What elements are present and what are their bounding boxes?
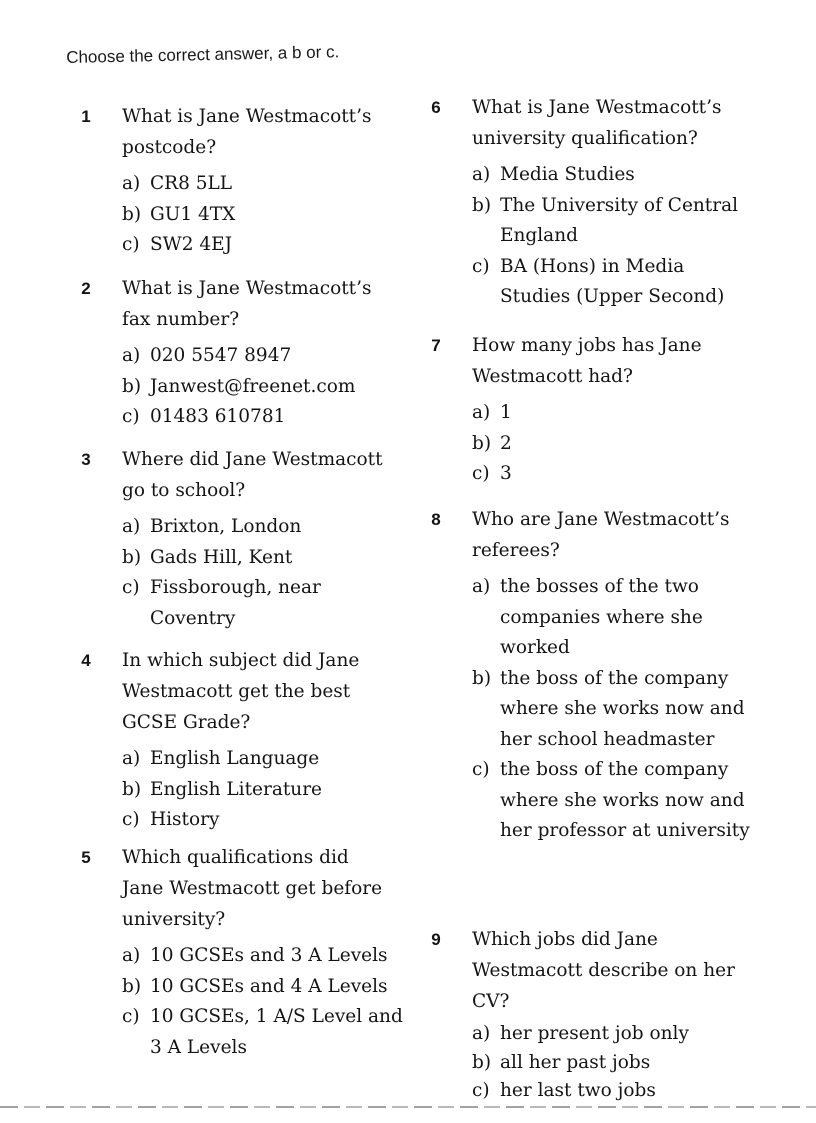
option-b[interactable] bbox=[472, 191, 754, 252]
option-text: 10 GCSEs and 3 A Levels bbox=[150, 945, 388, 966]
question-number: 6 bbox=[431, 98, 441, 117]
option-text: 10 GCSEs and 4 A Levels bbox=[150, 975, 388, 997]
option-c[interactable] bbox=[472, 459, 754, 490]
option-letter: c) bbox=[472, 255, 490, 277]
option-letter: c) bbox=[472, 1080, 490, 1101]
question-8 bbox=[424, 504, 754, 847]
scan-edge-line bbox=[0, 1106, 816, 1108]
option-text: English Language bbox=[150, 748, 320, 769]
option-text: 2 bbox=[500, 432, 512, 454]
option-letter: b) bbox=[122, 546, 142, 568]
option-letter: a) bbox=[122, 173, 141, 194]
option-a[interactable] bbox=[122, 941, 404, 972]
question-1 bbox=[74, 101, 404, 261]
option-letter: b) bbox=[122, 375, 142, 397]
question-text: Which jobs did Jane Westmacott describe on her CV? bbox=[472, 929, 735, 1012]
option-a[interactable] bbox=[472, 398, 754, 429]
option-text: 01483 610781 bbox=[150, 406, 286, 427]
option-letter: a) bbox=[122, 345, 141, 366]
option-letter: c) bbox=[122, 809, 140, 830]
option-c[interactable] bbox=[472, 755, 754, 847]
option-letter: a) bbox=[122, 516, 141, 537]
question-text: Where did Jane Westmacott go to school? bbox=[122, 449, 383, 501]
question-7 bbox=[424, 330, 754, 490]
option-text: 020 5547 8947 bbox=[150, 345, 292, 366]
options-list bbox=[472, 1020, 754, 1106]
option-text: the bosses of the two companies where she worked bbox=[500, 576, 703, 658]
option-letter: a) bbox=[122, 945, 141, 966]
option-c[interactable] bbox=[122, 805, 404, 836]
option-letter: b) bbox=[122, 975, 142, 997]
options-list bbox=[472, 160, 754, 313]
instruction-text: Choose the correct answer, a b or c. bbox=[66, 42, 340, 67]
option-b[interactable] bbox=[122, 972, 404, 1003]
option-text: Gads Hill, Kent bbox=[150, 546, 293, 568]
option-c[interactable] bbox=[122, 402, 404, 433]
option-c[interactable] bbox=[122, 1002, 404, 1063]
option-b[interactable] bbox=[472, 664, 754, 756]
question-number: 9 bbox=[431, 930, 441, 949]
option-c[interactable] bbox=[122, 573, 404, 634]
option-a[interactable] bbox=[122, 512, 404, 543]
question-text: What is Jane Westmacott’s fax number? bbox=[122, 278, 372, 330]
option-letter: c) bbox=[122, 577, 140, 598]
question-number: 8 bbox=[431, 510, 441, 529]
option-a[interactable] bbox=[122, 744, 404, 775]
options-list bbox=[122, 512, 404, 634]
question-number: 2 bbox=[81, 279, 91, 298]
question-9 bbox=[424, 924, 754, 1106]
option-letter: c) bbox=[122, 406, 140, 427]
option-text: BA (Hons) in Media Studies (Upper Second) bbox=[500, 255, 725, 307]
option-text: Brixton, London bbox=[150, 516, 302, 537]
option-text: her last two jobs bbox=[500, 1080, 656, 1101]
option-b[interactable] bbox=[472, 1049, 754, 1078]
option-b[interactable] bbox=[122, 200, 404, 231]
option-letter: b) bbox=[472, 667, 492, 689]
option-c[interactable] bbox=[472, 1077, 754, 1106]
option-text: Janwest@freenet.com bbox=[150, 375, 356, 397]
option-text: English Literature bbox=[150, 778, 322, 800]
question-5 bbox=[74, 842, 404, 1063]
option-text: History bbox=[150, 809, 220, 830]
option-b[interactable] bbox=[122, 775, 404, 806]
option-a[interactable] bbox=[472, 160, 754, 191]
options-list bbox=[122, 341, 404, 433]
option-text: Media Studies bbox=[500, 164, 635, 185]
option-text: 3 bbox=[500, 463, 512, 484]
option-text: Fissborough, near Coventry bbox=[150, 577, 321, 629]
option-letter: c) bbox=[472, 759, 490, 780]
option-letter: c) bbox=[122, 1006, 140, 1027]
question-3 bbox=[74, 444, 404, 634]
question-number: 4 bbox=[81, 651, 91, 670]
option-a[interactable] bbox=[122, 169, 404, 200]
option-letter: b) bbox=[472, 194, 492, 216]
option-letter: c) bbox=[472, 463, 490, 484]
question-number: 1 bbox=[81, 107, 91, 126]
option-c[interactable] bbox=[472, 252, 754, 313]
options-list bbox=[122, 744, 404, 836]
question-text: In which subject did Jane Westmacott get the best GCSE Grade? bbox=[122, 650, 360, 733]
option-b[interactable] bbox=[122, 543, 404, 574]
option-letter: a) bbox=[472, 576, 491, 597]
option-letter: c) bbox=[122, 234, 140, 255]
option-letter: a) bbox=[122, 748, 141, 769]
question-number: 3 bbox=[81, 450, 91, 469]
option-text: all her past jobs bbox=[500, 1051, 651, 1073]
question-number: 7 bbox=[431, 336, 441, 355]
option-letter: b) bbox=[122, 778, 142, 800]
option-letter: b) bbox=[472, 1051, 492, 1073]
options-list bbox=[472, 398, 754, 490]
option-c[interactable] bbox=[122, 230, 404, 261]
option-letter: a) bbox=[472, 402, 491, 423]
question-6 bbox=[424, 92, 754, 313]
question-text: Which qualifications did Jane Westmacott get before university? bbox=[122, 847, 383, 930]
option-text: the boss of the company where she works now and her professor at university bbox=[500, 759, 750, 841]
options-list bbox=[122, 941, 404, 1063]
question-text: Who are Jane Westmacott’s referees? bbox=[472, 509, 730, 561]
option-text: her present job only bbox=[500, 1023, 689, 1044]
option-a[interactable] bbox=[122, 341, 404, 372]
option-text: 1 bbox=[500, 402, 512, 423]
option-text: 10 GCSEs, 1 A/S Level and 3 A Levels bbox=[150, 1006, 403, 1058]
question-text: How many jobs has Jane Westmacott had? bbox=[472, 335, 702, 387]
option-b[interactable] bbox=[472, 429, 754, 460]
option-letter: b) bbox=[472, 432, 492, 454]
options-list bbox=[472, 572, 754, 847]
option-b[interactable] bbox=[122, 372, 404, 403]
option-a[interactable] bbox=[472, 572, 754, 664]
question-2 bbox=[74, 273, 404, 433]
option-text: The University of Central England bbox=[500, 194, 739, 246]
option-text: the boss of the company where she works now and her school headmaster bbox=[500, 667, 745, 750]
option-letter: a) bbox=[472, 1023, 491, 1044]
option-letter: b) bbox=[122, 203, 142, 225]
question-4 bbox=[74, 645, 404, 836]
option-text: SW2 4EJ bbox=[150, 234, 233, 255]
question-text: What is Jane Westmacott’s postcode? bbox=[122, 106, 372, 158]
options-list bbox=[122, 169, 404, 261]
option-text: GU1 4TX bbox=[150, 203, 236, 225]
option-a[interactable] bbox=[472, 1020, 754, 1049]
option-text: CR8 5LL bbox=[150, 173, 233, 194]
question-text: What is Jane Westmacott’s university qualification? bbox=[472, 97, 722, 149]
question-number: 5 bbox=[81, 848, 91, 867]
option-letter: a) bbox=[472, 164, 491, 185]
